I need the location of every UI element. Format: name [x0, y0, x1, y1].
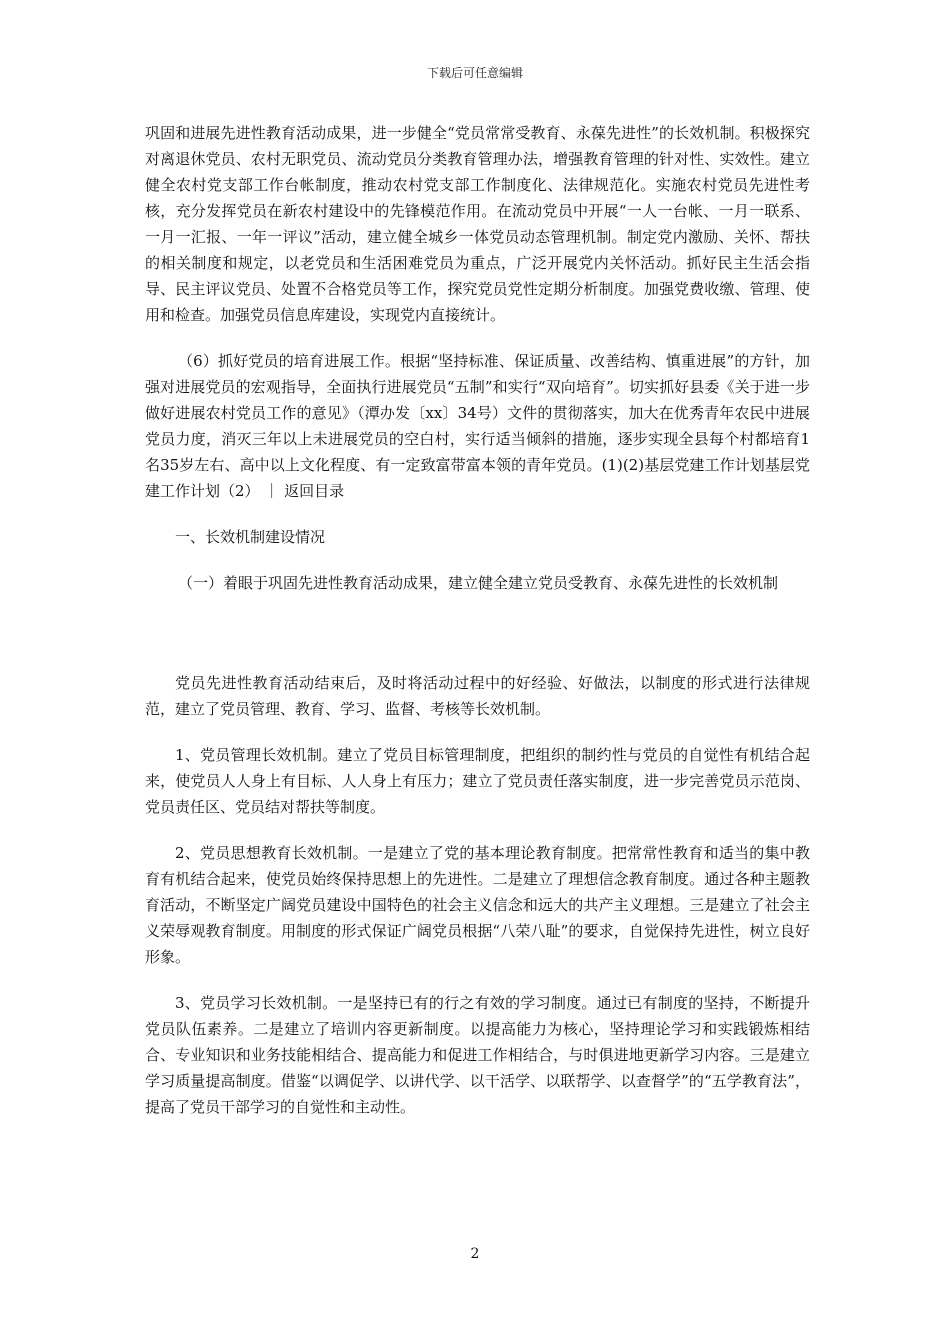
paragraph-2: （6）抓好党员的培育进展工作。根据“坚持标准、保证质量、改善结构、慎重进展”的方针，加强对进展党员的宏观指导，全面执行进展党员“五制”和实行“双向培育”。切实抓好县委《关于进一步做好进展农村党员工作的意见》（潭办发〔xx〕34号）文件的贯彻落实，加大在优秀青年农民中进展党员力度，消灭三年以上未进展党员的空白村，实行适当倾斜的措施，逐步实现全县每个村都培育1名35岁左右、高中以上文化程度、有一定致富带富本领的青年党员。(1)(2)基层党建工作计划基层党建工作计划（2） ｜ 返回目录: [145, 352, 810, 500]
paragraph-5: 2、党员思想教育长效机制。一是建立了党的基本理论教育制度。把常常性教育和适当的集中教育有机结合起来，使党员始终保持思想上的先进性。二是建立了理想信念教育制度。通过各种主题教育活动，不断坚定广阔党员建设中国特色的社会主义信念和远大的共产主义理想。三是建立了社会主义荣辱观教育制度。用制度的形式保证广阔党员根据“八荣八耻”的要求，自觉保持先进性，树立良好形象。: [145, 844, 810, 966]
section-heading: 一、长效机制建设情况: [175, 528, 326, 546]
paragraph-4: 1、党员管理长效机制。建立了党员目标管理制度，把组织的制约性与党员的自觉性有机结合起来，使党员人人身上有目标、人人身上有压力；建立了党员责任落实制度，进一步完善党员示范岗、党员责任区、党员结对帮扶等制度。: [145, 746, 810, 816]
subsection-heading: （一）着眼于巩固先进性教育活动成果，建立健全建立党员受教育、永葆先进性的长效机制: [178, 574, 779, 592]
document-body: [145, 120, 810, 1120]
paragraph-3: 党员先进性教育活动结束后，及时将活动过程中的好经验、好做法，以制度的形式进行法律规范，建立了党员管理、教育、学习、监督、考核等长效机制。: [145, 674, 810, 718]
paragraph-6: 3、党员学习长效机制。一是坚持已有的行之有效的学习制度。通过已有制度的坚持，不断提升党员队伍素养。二是建立了培训内容更新制度。以提高能力为核心，坚持理论学习和实践锻炼相结合、专业知识和业务技能相结合、提高能力和促进工作相结合，与时俱进地更新学习内容。三是建立学习质量提高制度。借鉴“以调促学、以讲代学、以干活学、以联帮学、以查督学”的“五学教育法”，提高了党员干部学习的自觉性和主动性。: [145, 994, 810, 1116]
page-number: 2: [470, 1246, 480, 1262]
blank-spacer: [145, 596, 810, 650]
page-header: 下载后可任意编辑: [426, 66, 523, 80]
paragraph-1: 巩固和进展先进性教育活动成果，进一步健全“党员常常受教育、永葆先进性”的长效机制。积极探究对离退休党员、农村无职党员、流动党员分类教育管理办法，增强教育管理的针对性、实效性。建立健全农村党支部工作台帐制度，推动农村党支部工作制度化、法律规范化。实施农村党员先进性考核，充分发挥党员在新农村建设中的先锋模范作用。在流动党员中开展“一人一台帐、一月一联系、一月一汇报、一年一评议”活动，建立健全城乡一体党员动态管理机制。制定党内激励、关怀、帮扶的相关制度和规定，以老党员和生活困难党员为重点，广泛开展党内关怀活动。抓好民主生活会指导、民主评议党员、处置不合格党员等工作，探究党员党性定期分析制度。加强党费收缴、管理、使用和检查。加强党员信息库建设，实现党内直接统计。: [145, 124, 810, 324]
